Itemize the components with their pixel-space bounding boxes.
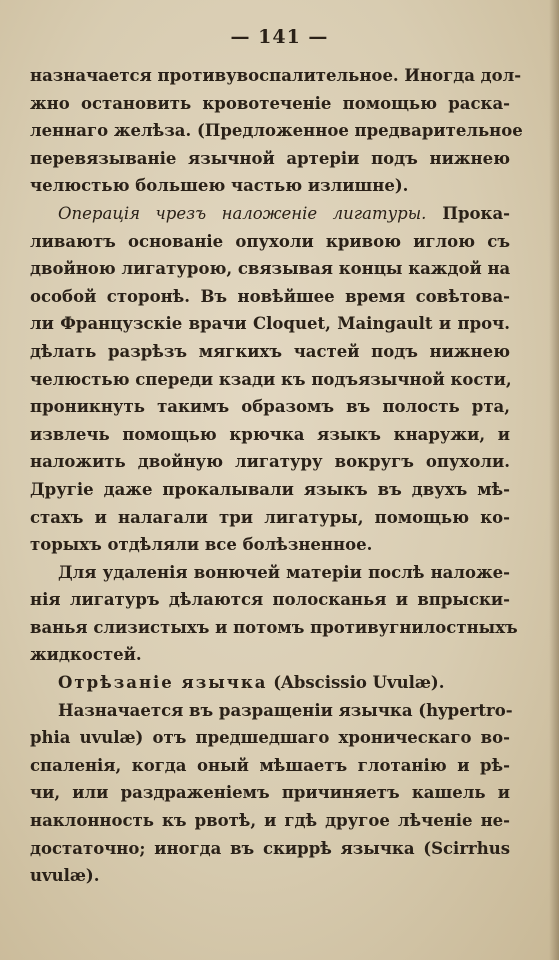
- text-line-segment: Отрѣзаніе язычка: [58, 673, 268, 693]
- text-line: [30, 200, 510, 228]
- text-line: [30, 117, 523, 145]
- text-line: [30, 393, 510, 421]
- text-line-segment: uvulæ).: [30, 866, 100, 886]
- text-line: [30, 614, 518, 642]
- text-line-segment: особой сторонѣ. Въ новѣйшее время совѣтова-: [30, 286, 510, 306]
- text-line: [30, 448, 510, 476]
- text-line-segment: Назначается въ разращеніи язычка (hypertro-: [58, 700, 513, 720]
- text-line-segment: Операція чрезъ наложеніе лигатуры.: [58, 203, 427, 223]
- text-line-segment: (Abscissio Uvulæ).: [267, 673, 445, 693]
- text-line: [30, 366, 510, 394]
- text-line: [30, 724, 510, 752]
- text-line: [30, 779, 510, 807]
- text-line-segment: спаленія, когда оный мѣшаетъ глотанію и рѣ-: [30, 755, 510, 775]
- text-line: [30, 338, 510, 366]
- text-line-segment: жидкостей.: [30, 645, 142, 665]
- text-line: [30, 862, 510, 890]
- text-line-segment: ливаютъ основаніе опухоли кривою иглою съ: [30, 231, 510, 251]
- text-line-segment: стахъ и налагали три лигатуры, помощью ко-: [30, 507, 510, 527]
- text-line-segment: Для удаленія вонючей матеріи послѣ наложе-: [58, 562, 510, 582]
- text-line-segment: леннаго желѣза. (Предложенное предварительное: [30, 121, 523, 141]
- text-line: [30, 504, 510, 532]
- text-line-segment: нія лигатуръ дѣлаются полосканья и впрыски-: [30, 590, 510, 610]
- text-line-segment: чи, или раздраженіемъ причиняетъ кашель и: [30, 783, 510, 803]
- text-line: [30, 476, 510, 504]
- page-spine-shadow: [549, 0, 559, 960]
- text-line-segment: извлечь помощью крючка языкъ кнаружи, и: [30, 424, 510, 444]
- body-text: [30, 62, 523, 890]
- text-line: [30, 255, 510, 283]
- page-number: — 141 —: [230, 26, 329, 48]
- text-line: [30, 145, 510, 173]
- text-line-segment: Другіе даже прокалывали языкъ въ двухъ мѣ-: [30, 479, 510, 499]
- text-line-segment: назначается противувоспалительное. Иногда дол-: [30, 66, 522, 85]
- text-line-segment: ванья слизистыхъ и потомъ противугнилостныхъ: [30, 617, 518, 637]
- text-line: [30, 697, 513, 725]
- text-line: [30, 172, 510, 200]
- text-line-segment: двойною лигатурою, связывая концы каждой на: [30, 259, 511, 279]
- text-line: [30, 90, 510, 118]
- text-line: [30, 310, 510, 338]
- text-line: [30, 807, 510, 835]
- text-line-segment: наклонность къ рвотѣ, и гдѣ другое лѣченіе не-: [30, 811, 510, 831]
- text-line: [30, 586, 510, 614]
- text-line: [30, 641, 510, 669]
- text-line: [30, 62, 522, 90]
- text-line-segment: жно остановить кровотеченіе помощью раска-: [30, 93, 510, 113]
- text-line: [30, 228, 510, 256]
- text-line: [30, 752, 510, 780]
- text-line-segment: достаточно; иногда въ скиррѣ язычка (Scirrhus: [30, 838, 510, 858]
- text-line-segment: ли Французскіе врачи Cloquet, Maingault и проч.: [30, 314, 510, 334]
- text-line-segment: phia uvulæ) отъ предшедшаго хроническаго во-: [30, 728, 510, 748]
- text-line: [30, 421, 510, 449]
- text-line: [30, 283, 510, 311]
- text-line-segment: Прока-: [426, 203, 511, 223]
- text-line-segment: проникнуть такимъ образомъ въ полость рта,: [30, 397, 510, 417]
- text-line-segment: торыхъ отдѣляли все болѣзненное.: [30, 535, 373, 555]
- text-line: [30, 559, 510, 587]
- text-line: [30, 669, 510, 697]
- text-line-segment: дѣлать разрѣзъ мягкихъ частей подъ нижнею: [30, 341, 510, 361]
- text-line: [30, 531, 510, 559]
- text-line-segment: наложить двойную лигатуру вокругъ опухоли.: [30, 452, 510, 472]
- text-line-segment: челюстью большею частью излишне).: [30, 176, 409, 196]
- text-line: [30, 835, 510, 863]
- text-line-segment: челюстью спереди кзади къ подъязычной кости,: [30, 369, 512, 389]
- text-line-segment: перевязываніе язычной артеріи подъ нижнею: [30, 148, 510, 168]
